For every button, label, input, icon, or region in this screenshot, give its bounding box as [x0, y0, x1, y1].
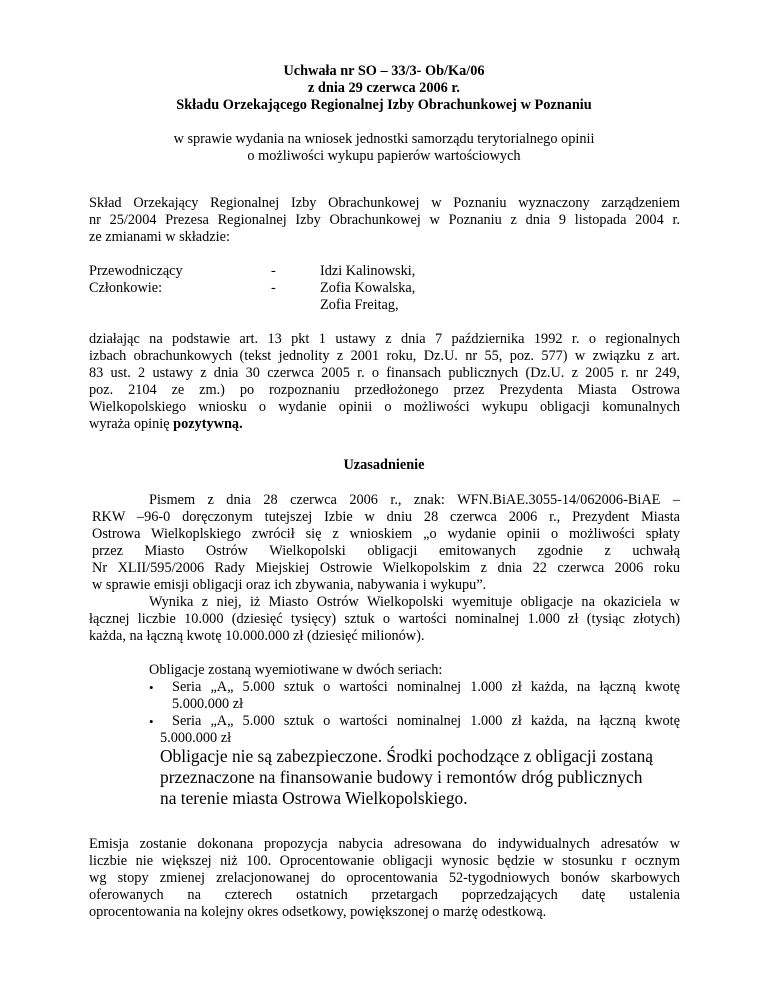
intro-line-3: ze zmianami w składzie:	[89, 229, 230, 245]
subject-line-1: w sprawie wydania na wniosek jednostki samorządu terytorialnego opinii	[173, 131, 595, 147]
subject-line-2: o możliwości wykupu papierów wartościowych	[247, 148, 521, 164]
intro-line-1: Skład Orzekający Regionalnej Izby Obrachunkowej w Poznaniu wyznaczony zarządzeniem	[89, 195, 680, 211]
just-p1-line-4: przez Miasto Ostrów Wielkopolski obligacji emitowanych zgodnie z uchwałą	[92, 543, 680, 559]
members-dash: -	[271, 280, 276, 296]
resolution-line-6	[89, 416, 243, 433]
just-p3-line-5: oprocentowania na kolejny okres odsetkowy, powiększonej o marżę odestkową.	[89, 904, 547, 920]
resolution-number: Uchwała nr SO – 33/3- Ob/Ka/06	[283, 63, 485, 79]
resolution-line-2: izbach obrachunkowych (tekst jednolity z 2001 roku, Dz.U. nr 55, poz. 577) w związku z art.	[89, 348, 680, 364]
just-p1-line-1: Pismem z dnia 28 czerwca 2006 r., znak: WFN.BiAE.3055-14/062006-BiAE –	[149, 492, 680, 508]
series-2-line-2: 5.000.000 zł	[160, 730, 232, 746]
just-p3-line-3: wg stopy zmienej zrelacjonowanej do oprocentowania 52-tygodniowych bonów skarbowych	[89, 870, 680, 886]
resolution-line-5: Wielkopolskiego wniosku o wydanie opinii o możliwości wykupu obligacji komunalnych	[89, 399, 680, 415]
resolution-line-1: działając na podstawie art. 13 pkt 1 ustawy z dnia 7 października 1992 r. o regionalnych	[89, 331, 680, 347]
resolution-line-4: poz. 2104 ze zm.) po rozpoznaniu przedłożonego przez Prezydenta Miasta Ostrowa	[89, 382, 680, 398]
resolution-header	[0, 63, 768, 114]
just-p1-line-5: Nr XLII/595/2006 Rady Miejskiej Ostrowie Wielkopolskim z dnia 22 czerwca 2006 roku	[92, 560, 680, 576]
series-intro: Obligacje zostaną wyemiotiwane w dwóch seriach:	[149, 662, 443, 678]
security-note-line-3: na terenie miasta Ostrowa Wielkopolskiego.	[160, 788, 468, 808]
opinion-verdict: pozytywną.	[173, 416, 243, 432]
members-label: Członkowie:	[89, 280, 163, 296]
just-p1-line-2: RKW –96-0 doręczonym tutejszej Izbie w dniu 28 czerwca 2006 r., Prezydent Miasta	[92, 509, 680, 525]
bullet-icon: •	[149, 680, 154, 695]
just-p3-line-1: Emisja zostanie dokonana propozycja nabycia adresowana do indywidualnych adresatów w	[89, 836, 680, 852]
intro-line-2: nr 25/2004 Prezesa Regionalnej Izby Obrachunkowej w Poznaniu z dnia 9 listopada 2004 r.	[89, 212, 680, 228]
just-p3-line-2: liczbie nie większej niż 100. Oprocentowanie obligacji wynosic będzie w stosunku r ocznym	[89, 853, 680, 869]
series-1-line-2: 5.000.000 zł	[172, 696, 244, 712]
justification-title: Uzasadnienie	[343, 457, 425, 473]
just-p2-line-1: Wynika z niej, iż Miasto Ostrów Wielkopolski wyemituje obligacje na okaziciela w	[149, 594, 680, 610]
just-p3-line-4: oferowanych na czterech ostatnich przetargach poprzedzających datę ustalenia	[89, 887, 680, 903]
security-note-line-1: Obligacje nie są zabezpieczone. Środki pochodzące z obligacji zostaną	[160, 746, 653, 766]
opinion-lead: wyraża opinię	[89, 416, 174, 432]
series-1-line-1: Seria „A„ 5.000 sztuk o wartości nominalnej 1.000 zł każda, na łączną kwotę	[172, 679, 680, 695]
security-note-line-2: przeznaczone na finansowanie budowy i remontów dróg publicznych	[160, 767, 643, 787]
member-name-1: Zofia Kowalska,	[320, 280, 416, 296]
member-name-2: Zofia Freitag,	[320, 297, 399, 313]
resolution-date: z dnia 29 czerwca 2006 r.	[308, 80, 460, 96]
series-2-line-1: Seria „A„ 5.000 sztuk o wartości nominalnej 1.000 zł każda, na łączną kwotę	[172, 713, 680, 729]
just-p1-line-3: Ostrowa Wielkoplskiego zwrócił się z wnioskiem „o wydanie opinii o możliwości spłaty	[92, 526, 680, 542]
resolution-subject	[0, 131, 768, 165]
just-p1-line-6: w sprawie emisji obligacji oraz ich zbywania, nabywania i wykupu”.	[92, 577, 487, 593]
chair-dash: -	[271, 263, 276, 279]
bullet-icon: •	[149, 714, 154, 729]
resolution-authority: Składu Orzekającego Regionalnej Izby Obrachunkowej w Poznaniu	[176, 97, 592, 113]
chair-name: Idzi Kalinowski,	[320, 263, 416, 279]
just-p2-line-2: łącznej liczbie 10.000 (dziesięć tysięcy) sztuk o wartości nominalnej 1.000 zł (tysiąc złotych)	[89, 611, 680, 627]
resolution-line-3: 83 ust. 2 ustawy z dnia 30 czerwca 2005 r. o finansach publicznych (Dz.U. z 2005 r. nr 249,	[89, 365, 680, 381]
just-p2-line-3: każda, na łączną kwotę 10.000.000 zł (dziesięć milionów).	[89, 628, 425, 644]
chair-label: Przewodniczący	[89, 263, 183, 279]
